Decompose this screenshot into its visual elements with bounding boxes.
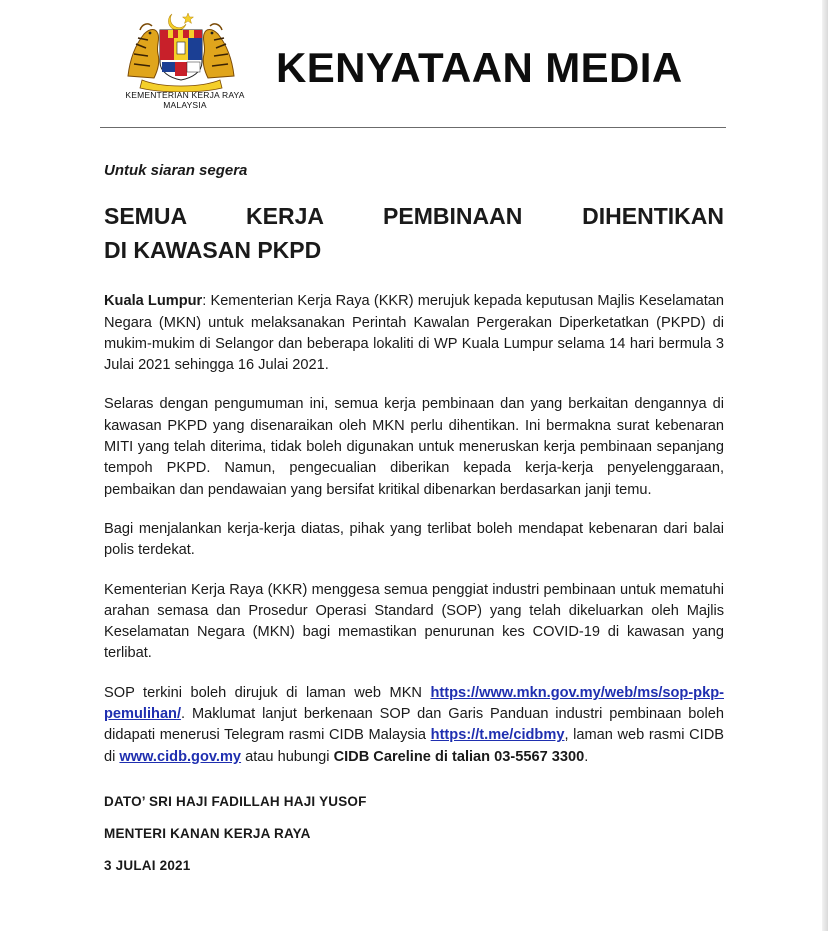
headline-line2: DI KAWASAN PKPD bbox=[104, 237, 322, 264]
paragraph-3: Bagi menjalankan kerja-kerja diatas, pihak yang terlibat boleh mendapat kebenaran dari balai polis terdekat. bbox=[104, 520, 724, 559]
paragraph-1-text: : Kementerian Kerja Raya (KKR) merujuk kepada keputusan Majlis Keselamatan Negara (MKN) untuk melaksanakan Perintah Kawalan Pergerakan Diperketatkan (PKPD) di mukim-mukim di Selangor dan beberapa lokaliti di WP Kuala Lumpur selama 14 hari bermula 3 Julai 2021 sehingga 16 Julai 2021. bbox=[104, 293, 725, 374]
signature-block bbox=[104, 792, 724, 875]
paragraph-1 bbox=[104, 291, 724, 376]
paragraph-5-text-1: SOP terkini boleh dirujuk di laman web MKN bbox=[104, 684, 431, 701]
paragraph-5-text-3: , laman web rasmi CIDB di bbox=[104, 727, 724, 765]
paragraph-4: Kementerian Kerja Raya (KKR) menggesa semua penggiat industri pembinaan untuk mematuhi arahan semasa dan Prosedur Operasi Standard (SOP) yang telah dikeluarkan oleh Majlis Keselamatan Negara (MKN) bagi memastikan penurunan kes COVID-19 di kawasan yang terlibat. bbox=[104, 581, 724, 662]
page-edge-shadow bbox=[822, 0, 828, 931]
cidb-careline: CIDB Careline di talian 03-5567 3300 bbox=[333, 748, 585, 765]
signatory-position: MENTERI KANAN KERJA RAYA bbox=[104, 825, 311, 841]
ministry-name bbox=[110, 90, 260, 110]
ministry-name-line2: MALAYSIA bbox=[163, 100, 207, 110]
paragraph-5-text-4: atau hubungi bbox=[241, 748, 334, 765]
paragraph-5-text-2: . Maklumat lanjut berkenaan SOP dan Garis Panduan industri pembinaan boleh didapati menerusi Telegram rasmi CIDB Malaysia bbox=[104, 706, 724, 744]
document-title: KENYATAAN MEDIA bbox=[276, 44, 683, 91]
release-date: 3 JULAI 2021 bbox=[104, 857, 191, 873]
headline bbox=[104, 199, 724, 267]
release-note: Untuk siaran segera bbox=[104, 162, 248, 179]
paragraph-5 bbox=[104, 683, 724, 768]
malaysia-coat-of-arms-icon bbox=[122, 10, 240, 92]
header-divider bbox=[100, 127, 726, 128]
cidb-telegram-link[interactable]: https://t.me/cidbmy bbox=[430, 727, 565, 744]
paragraph-2: Selaras dengan pengumuman ini, semua kerja pembinaan dan yang berkaitan dengannya di kawasan PKPD yang disenaraikan oleh MKN perlu dihentikan. Ini bermakna surat kebenaran MITI yang telah diterima, tidak boleh digunakan untuk meneruskan kerja pembinaan sepanjang tempoh PKPD. Namun, pengecualian diberikan kepada kerja-kerja penyelenggaraan, pembaikan dan pendawaian yang bersifat kritikal dibenarkan berdasarkan janji temu. bbox=[104, 396, 724, 498]
ministry-name-line1: KEMENTERIAN KERJA RAYA bbox=[125, 90, 245, 100]
dateline-location: Kuala Lumpur bbox=[104, 293, 203, 310]
paragraph-5-text-5: . bbox=[584, 748, 589, 765]
press-release-body bbox=[104, 160, 724, 888]
headline-line1: SEMUA KERJA PEMBINAAN DIHENTIKAN bbox=[104, 203, 724, 230]
mkn-sop-link[interactable]: https://www.mkn.gov.my/web/ms/sop-pkp-pemulihan/ bbox=[104, 684, 724, 723]
signatory-name: DATO’ SRI HAJI FADILLAH HAJI YUSOF bbox=[104, 793, 367, 809]
cidb-website-link[interactable]: www.cidb.gov.my bbox=[119, 748, 242, 765]
letterhead bbox=[100, 10, 726, 130]
